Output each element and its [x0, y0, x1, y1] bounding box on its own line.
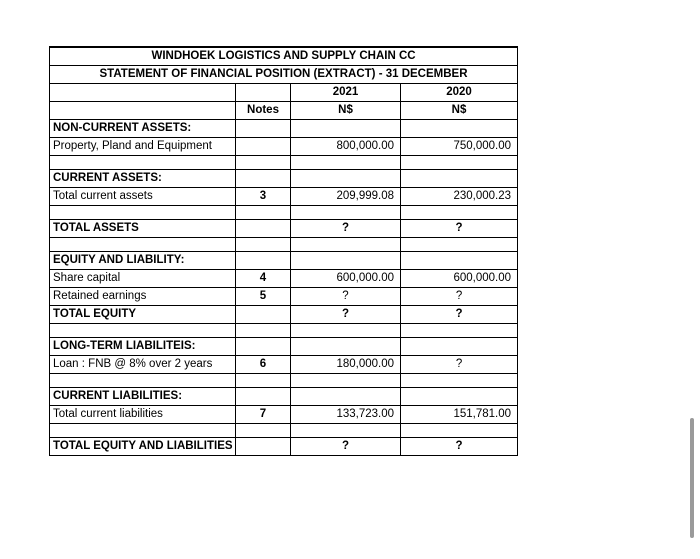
- year-2021-header: 2021: [291, 84, 401, 102]
- note-ppe: [236, 138, 291, 156]
- row-label-loan: Loan : FNB @ 8% over 2 years: [50, 356, 236, 374]
- section-long-term-liabilities: LONG-TERM LIABILITEIS:: [50, 338, 236, 356]
- row-label-total-assets: TOTAL ASSETS: [50, 220, 236, 238]
- value-total-equity-2020: ?: [401, 306, 518, 324]
- note-retained-earnings: 5: [236, 288, 291, 306]
- row-label-share-capital: Share capital: [50, 270, 236, 288]
- value-share-capital-2020: 600,000.00: [401, 270, 518, 288]
- year-2020-header: 2020: [401, 84, 518, 102]
- empty-cell: [236, 84, 291, 102]
- statement-subtitle: STATEMENT OF FINANCIAL POSITION (EXTRACT) - 31 DECEMBER: [50, 66, 518, 84]
- row-label-total-equity-liabilities: TOTAL EQUITY AND LIABILITIES: [50, 438, 236, 456]
- value-total-assets-2020: ?: [401, 220, 518, 238]
- financial-position-table: [49, 46, 518, 456]
- notes-header: Notes: [236, 102, 291, 120]
- value-current-assets-2020: 230,000.23: [401, 188, 518, 206]
- currency-2021-header: N$: [291, 102, 401, 120]
- value-total-assets-2021: ?: [291, 220, 401, 238]
- value-share-capital-2021: 600,000.00: [291, 270, 401, 288]
- note-share-capital: 4: [236, 270, 291, 288]
- currency-2020-header: N$: [401, 102, 518, 120]
- section-equity-liability: EQUITY AND LIABILITY:: [50, 252, 236, 270]
- value-current-assets-2021: 209,999.08: [291, 188, 401, 206]
- value-retained-earnings-2020: ?: [401, 288, 518, 306]
- row-label-current-assets: Total current assets: [50, 188, 236, 206]
- empty-cell: [50, 84, 236, 102]
- row-label-total-equity: TOTAL EQUITY: [50, 306, 236, 324]
- company-title: WINDHOEK LOGISTICS AND SUPPLY CHAIN CC: [50, 47, 518, 66]
- note-loan: 6: [236, 356, 291, 374]
- value-total-eq-liab-2021: ?: [291, 438, 401, 456]
- value-total-eq-liab-2020: ?: [401, 438, 518, 456]
- note-current-assets: 3: [236, 188, 291, 206]
- section-non-current-assets: NON-CURRENT ASSETS:: [50, 120, 236, 138]
- value-loan-2021: 180,000.00: [291, 356, 401, 374]
- row-label-current-liabilities: Total current liabilities: [50, 406, 236, 424]
- value-current-liabilities-2020: 151,781.00: [401, 406, 518, 424]
- section-current-liabilities: CURRENT LIABILITIES:: [50, 388, 236, 406]
- value-ppe-2021: 800,000.00: [291, 138, 401, 156]
- row-label-ppe: Property, Pland and Equipment: [50, 138, 236, 156]
- row-label-retained-earnings: Retained earnings: [50, 288, 236, 306]
- value-ppe-2020: 750,000.00: [401, 138, 518, 156]
- note-current-liabilities: 7: [236, 406, 291, 424]
- vertical-scrollbar[interactable]: [690, 418, 694, 538]
- section-current-assets: CURRENT ASSETS:: [50, 170, 236, 188]
- value-loan-2020: ?: [401, 356, 518, 374]
- empty-cell: [50, 102, 236, 120]
- value-total-equity-2021: ?: [291, 306, 401, 324]
- value-current-liabilities-2021: 133,723.00: [291, 406, 401, 424]
- value-retained-earnings-2021: ?: [291, 288, 401, 306]
